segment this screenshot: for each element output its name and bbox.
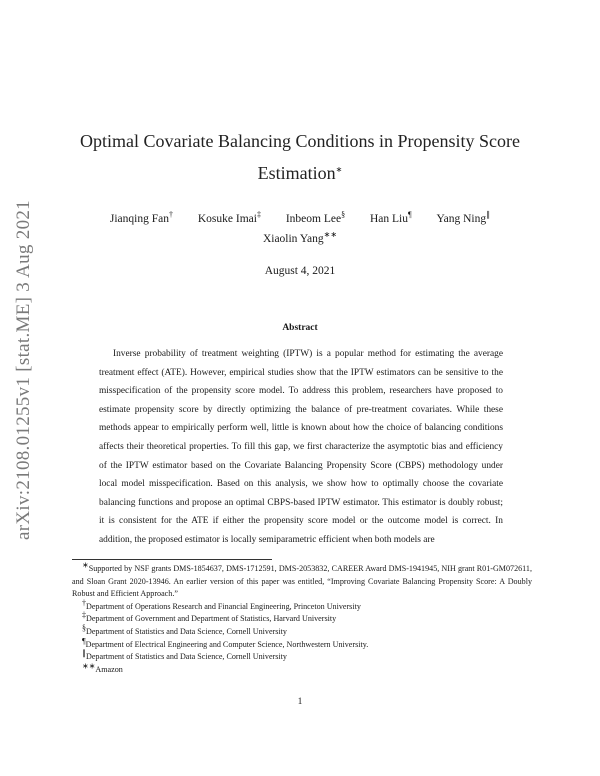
footnote-text: Amazon [95, 664, 123, 674]
footnote-mark: ∗ [82, 560, 89, 570]
footnote-text: Department of Electrical Engineering and Computer Science, Northwestern University. [85, 639, 369, 649]
author-mark: ∗∗ [323, 230, 338, 240]
arxiv-identifier: arXiv:2108.01255v1 [stat.ME] 3 Aug 2021 [13, 200, 34, 540]
footnote-text: Department of Operations Research and Financial Engineering, Princeton University [86, 601, 361, 611]
author-mark: § [341, 210, 346, 220]
abstract-heading: Abstract [282, 323, 318, 333]
author-list [60, 210, 540, 225]
publication-date: August 4, 2021 [264, 265, 336, 277]
footnote-rule [72, 559, 272, 560]
author-name: Han Liu [369, 213, 408, 225]
footnote [72, 648, 532, 664]
author-mark: ∥ [486, 210, 491, 220]
footnote-mark: ‡ [82, 610, 86, 620]
abstract-body: Inverse probability of treatment weighting (IPTW) is a popular method for estimating the average treatment effect (ATE). However, empirical studies show that the IPTW estimators can be sensitive to the misspecification of the propensity score model. To address this problem, researchers have proposed to estimate propensity score by directly optimizing the balance of pre-treatment covariates. While these methods appear to empirically perform well, little is known about how the choice of balancing conditions affects their theoretical properties. To fill this gap, we first characterize the asymptotic bias and efficiency of the IPTW estimator based on the Covariate Balancing Propensity Score (CBPS) methodology under local model misspecification. Based on this analysis, we show how to optimally choose the covariate balancing functions and propose an optimal CBPS-based IPTW estimator. This estimator is doubly robust; it is consistent for the ATE if either the propensity score model or the outcome model is correct. In addition, the proposed estimator is locally semiparametric efficient when both models are [99, 349, 503, 545]
arxiv-sidebar [4, 180, 44, 560]
footnote-text: Department of Statistics and Data Science, Cornell University [86, 652, 287, 662]
title-footnote-mark: ∗ [335, 165, 343, 174]
author-mark: ¶ [407, 210, 412, 220]
author-list-row-2 [60, 230, 540, 245]
footnote-mark: § [82, 623, 86, 633]
author [369, 210, 412, 225]
author [262, 230, 338, 245]
author [109, 210, 173, 225]
footnote [72, 560, 532, 601]
footnote-mark: ∗∗ [82, 661, 96, 671]
footnote [72, 610, 532, 626]
author [436, 210, 491, 225]
page-number: 1 [297, 697, 303, 707]
footnotes [72, 560, 532, 676]
author-name: Xiaolin Yang [262, 233, 324, 245]
footnote-text: Department of Statistics and Data Science, Cornell University [86, 626, 287, 636]
footnote-text: Department of Government and Department of Statistics, Harvard University [86, 614, 337, 624]
author [197, 210, 261, 225]
author-name: Jianqing Fan [109, 213, 169, 225]
title-text-1: Optimal Covariate Balancing Conditions in Propensity Score [80, 131, 520, 151]
paper-title-line-2 [60, 163, 540, 184]
author [285, 210, 346, 225]
author-mark: ‡ [256, 210, 261, 220]
footnote-mark: ¶ [82, 635, 86, 645]
footnote-mark: † [82, 598, 86, 608]
paper-title-line-1 [60, 131, 540, 152]
author-name: Yang Ning [436, 213, 487, 225]
author-name: Kosuke Imai [197, 213, 257, 225]
footnote-text: Supported by NSF grants DMS-1854637, DMS-1712591, DMS-2053832, CAREER Award DMS-1941945, NIH grant R01-GM072611, and Sloan Grant 2020-13946. An earlier version of this paper was entitled, “Improving Covariate Balancing Propensity Score: A Doubly Robust and Efficient Approach.” [72, 564, 532, 599]
footnote-mark: ∥ [82, 648, 86, 658]
author-mark: † [168, 210, 173, 220]
footnote [72, 661, 532, 677]
footnote [72, 623, 532, 639]
author-name: Inbeom Lee [285, 213, 342, 225]
title-text-2: Estimation [257, 163, 336, 183]
footnote [72, 635, 532, 652]
footnote [72, 598, 532, 614]
